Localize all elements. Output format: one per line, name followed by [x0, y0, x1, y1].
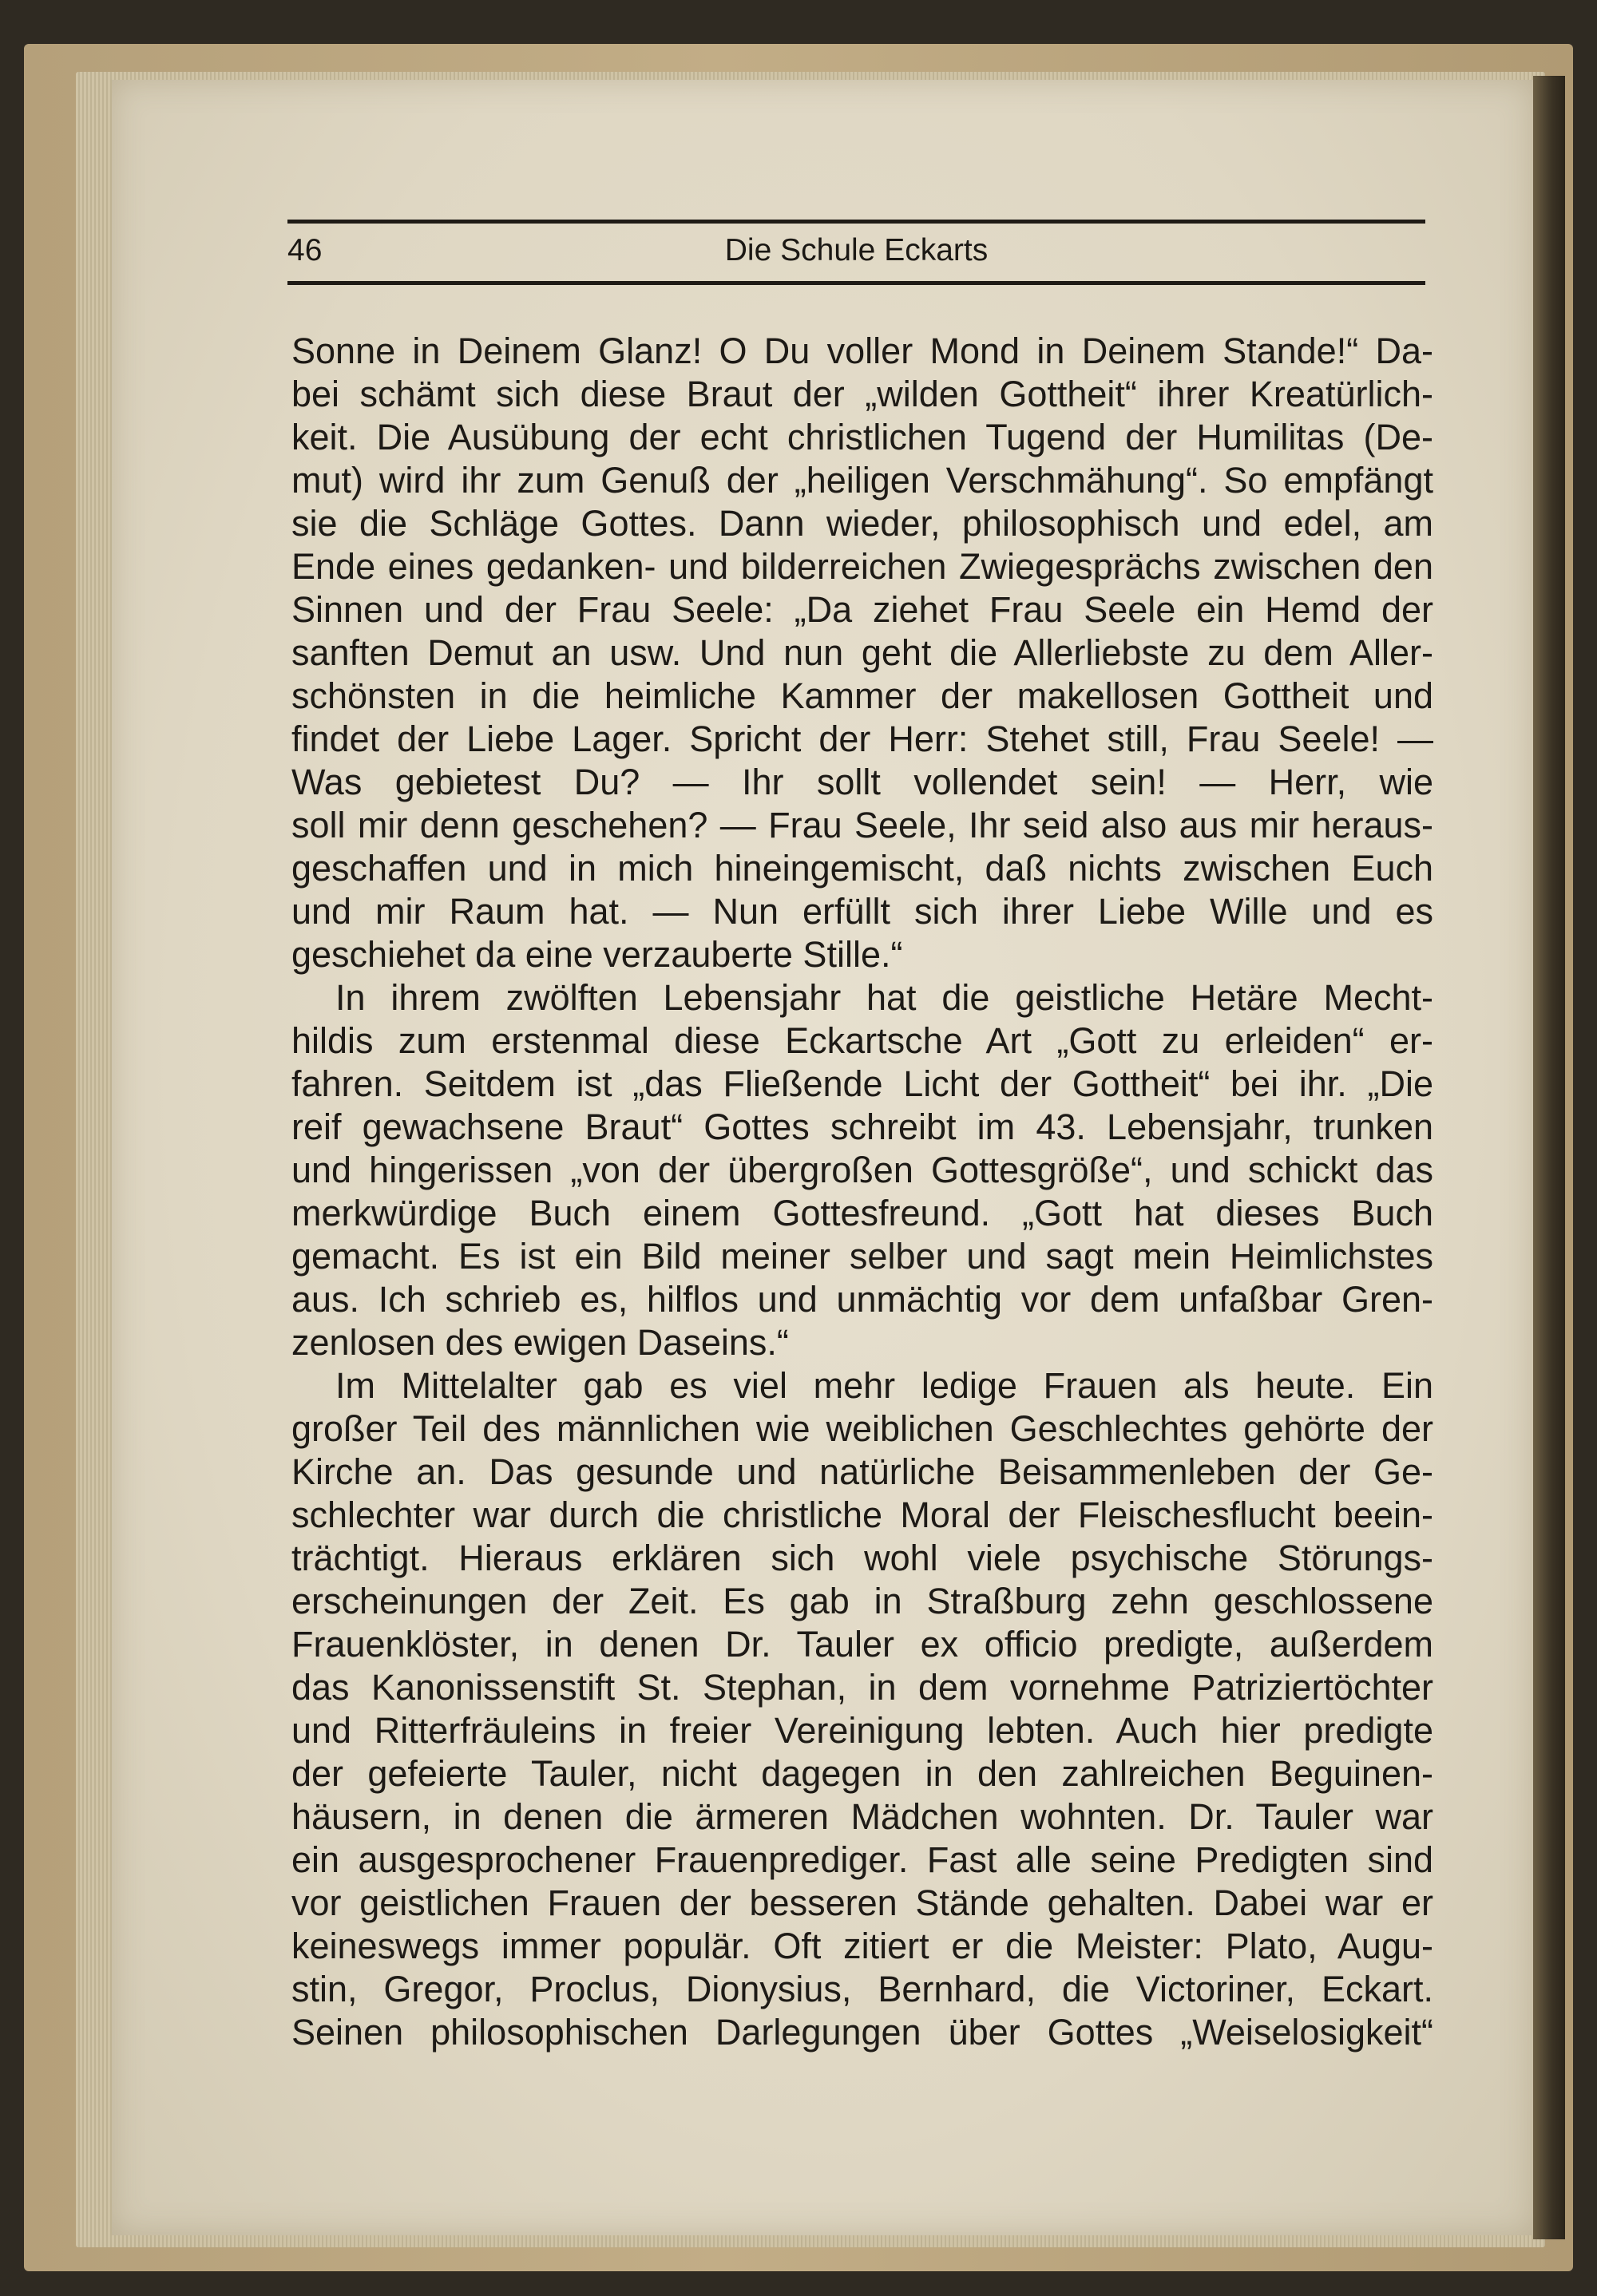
text-line: der gefeierte Tauler, nicht dagegen in den zahlreichen Beguinen-: [291, 1753, 1433, 1794]
text-line: trächtigt. Hieraus erklären sich wohl viele psychische Störungs-: [291, 1538, 1433, 1578]
text-line: aus. Ich schrieb es, hilflos und unmächtig vor dem unfaßbar Gren-: [291, 1279, 1433, 1320]
text-line: Sonne in Deinem Glanz! O Du voller Mond in Deinem Stande!“ Da-: [291, 331, 1433, 371]
text-line: und Ritterfräuleins in freier Vereinigung lebten. Auch hier predigte: [291, 1710, 1433, 1751]
text-line: findet der Liebe Lager. Spricht der Herr: Stehet still, Frau Seele! —: [291, 718, 1433, 759]
text-line: gemacht. Es ist ein Bild meiner selber und sagt mein Heimlichstes: [291, 1236, 1433, 1277]
text-line: reif gewachsene Braut“ Gottes schreibt im 43. Lebensjahr, trunken: [291, 1106, 1433, 1147]
book-gutter: [1533, 76, 1565, 2239]
text-line: Frauenklöster, in denen Dr. Tauler ex officio predigte, außerdem: [291, 1624, 1433, 1665]
text-line: großer Teil des männlichen wie weiblichen Geschlechtes gehörte der: [291, 1408, 1433, 1449]
text-line: schönsten in die heimliche Kammer der makellosen Gottheit und: [291, 675, 1433, 716]
text-line: und hingerissen „von der übergroßen Gottesgröße“, und schickt das: [291, 1150, 1433, 1190]
text-line: schlechter war durch die christliche Moral der Fleischesflucht beein-: [291, 1494, 1433, 1535]
text-line: und mir Raum hat. — Nun erfüllt sich ihrer Liebe Wille und es: [291, 891, 1433, 932]
text-line: ein ausgesprochener Frauenprediger. Fast alle seine Predigten sind: [291, 1839, 1433, 1880]
text-line: erscheinungen der Zeit. Es gab in Straßburg zehn geschlossene: [291, 1581, 1433, 1621]
text-line: sie die Schläge Gottes. Dann wieder, philosophisch und edel, am: [291, 503, 1433, 544]
text-line: geschaffen und in mich hineingemischt, daß nichts zwischen Euch: [291, 848, 1433, 889]
text-line: Seinen philosophischen Darlegungen über Gottes „Weiselosigkeit“: [291, 2012, 1433, 2053]
text-line: bei schämt sich diese Braut der „wilden Gottheit“ ihrer Kreatürlich-: [291, 374, 1433, 414]
text-line: fahren. Seitdem ist „das Fließende Licht der Gottheit“ bei ihr. „Die: [291, 1063, 1433, 1104]
text-line: Ende eines gedanken- und bilderreichen Zwiegesprächs zwischen den: [291, 546, 1433, 587]
page-number: 46: [287, 233, 323, 267]
text-line: keineswegs immer populär. Oft zitiert er die Meister: Plato, Augu-: [291, 1926, 1433, 1966]
text-line: Kirche an. Das gesunde und natürliche Beisammenleben der Ge-: [291, 1451, 1433, 1492]
text-line: häusern, in denen die ärmeren Mädchen wohnten. Dr. Tauler war: [291, 1796, 1433, 1837]
text-line: Was gebietest Du? — Ihr sollt vollendet sein! — Herr, wie: [291, 762, 1433, 802]
text-line: keit. Die Ausübung der echt christlichen Tugend der Humilitas (De-: [291, 417, 1433, 457]
body-text: [291, 330, 1433, 2054]
text-line: stin, Gregor, Proclus, Dionysius, Bernhard, die Victoriner, Eckart.: [291, 1969, 1433, 2009]
text-line: Sinnen und der Frau Seele: „Da ziehet Frau Seele ein Hemd der: [291, 589, 1433, 630]
text-line: vor geistlichen Frauen der besseren Stände gehalten. Dabei war er: [291, 1882, 1433, 1923]
text-line: In ihrem zwölften Lebensjahr hat die geistliche Hetäre Mecht-: [335, 977, 1433, 1018]
header-rule-top: [287, 220, 1425, 224]
text-line: das Kanonissenstift St. Stephan, in dem vornehme Patriziertöchter: [291, 1667, 1433, 1708]
text-line: soll mir denn geschehen? — Frau Seele, Ihr seid also aus mir heraus-: [291, 805, 1433, 845]
text-line: Im Mittelalter gab es viel mehr ledige Frauen als heute. Ein: [335, 1365, 1433, 1406]
text-line: geschiehet da eine verzauberte Stille.“: [291, 934, 903, 975]
text-line: mut) wird ihr zum Genuß der „heiligen Verschmähung“. So empfängt: [291, 460, 1433, 501]
header-rule-bottom: [287, 281, 1425, 285]
text-line: hildis zum erstenmal diese Eckartsche Art „Gott zu erleiden“ er-: [291, 1020, 1433, 1061]
text-line: merkwürdige Buch einem Gottesfreund. „Gott hat dieses Buch: [291, 1193, 1433, 1233]
text-line: sanften Demut an usw. Und nun geht die Allerliebste zu dem Aller-: [291, 632, 1433, 673]
text-line: zenlosen des ewigen Daseins.“: [291, 1322, 789, 1363]
running-title: Die Schule Eckarts: [724, 233, 989, 267]
